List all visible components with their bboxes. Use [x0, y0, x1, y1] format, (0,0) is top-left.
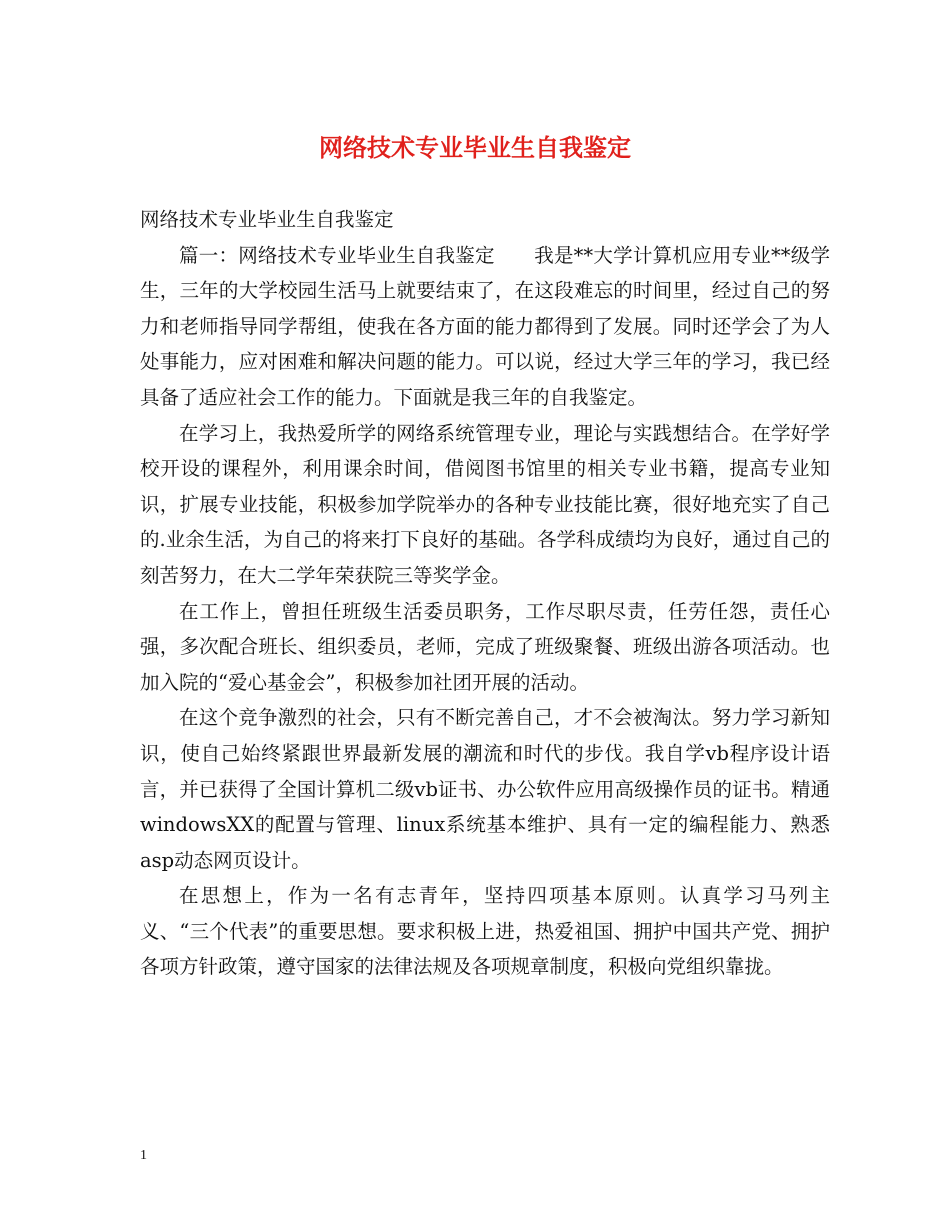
- document-title: 网络技术专业毕业生自我鉴定: [319, 134, 631, 162]
- document-body: [140, 202, 830, 985]
- paragraph-ideology: 在思想上，作为一名有志青年，坚持四项基本原则。认真学习马列主义、“三个代表”的重要思想。要求积极上进，热爱祖国、拥护中国共产党、拥护各项方针政策，遵守国家的法律法规及各项规章制度，积极向党组织靠拢。: [140, 884, 830, 979]
- page-number: 1: [140, 1148, 147, 1163]
- paragraph-intro: 篇一：网络技术专业毕业生自我鉴定 我是**大学计算机应用专业**级学生，三年的大学校园生活马上就要结束了，在这段难忘的时间里，经过自己的努力和老师指导同学帮组，使我在各方面的能力都得到了发展。同时还学会了为人处事能力，应对困难和解决问题的能力。可以说，经过大学三年的学习，我已经具备了适应社会工作的能力。下面就是我三年的自我鉴定。: [140, 243, 830, 409]
- paragraph-work: 在工作上，曾担任班级生活委员职务，工作尽职尽责，任劳任怨，责任心强，多次配合班长、组织委员，老师，完成了班级聚餐、班级出游各项活动。也加入院的“爱心基金会”，积极参加社团开展的活动。: [140, 599, 830, 694]
- document-subtitle: 网络技术专业毕业生自我鉴定: [140, 208, 394, 231]
- paragraph-self-improvement: 在这个竞争激烈的社会，只有不断完善自己，才不会被淘汰。努力学习新知识，使自己始终紧跟世界最新发展的潮流和时代的步伐。我自学vb程序设计语言，并已获得了全国计算机二级vb证书、办公软件应用高级操作员的证书。精通windowsXX的配置与管理、linux系统基本维护、具有一定的编程能力、熟悉asp动态网页设计。: [140, 706, 830, 872]
- paragraph-study: 在学习上，我热爱所学的网络系统管理专业，理论与实践想结合。在学好学校开设的课程外，利用课余时间，借阅图书馆里的相关专业书籍，提高专业知识，扩展专业技能，积极参加学院举办的各种专业技能比赛，很好地充实了自己的.业余生活，为自己的将来打下良好的基础。各学科成绩均为良好，通过自己的刻苦努力，在大二学年荣获院三等奖学金。: [140, 421, 830, 587]
